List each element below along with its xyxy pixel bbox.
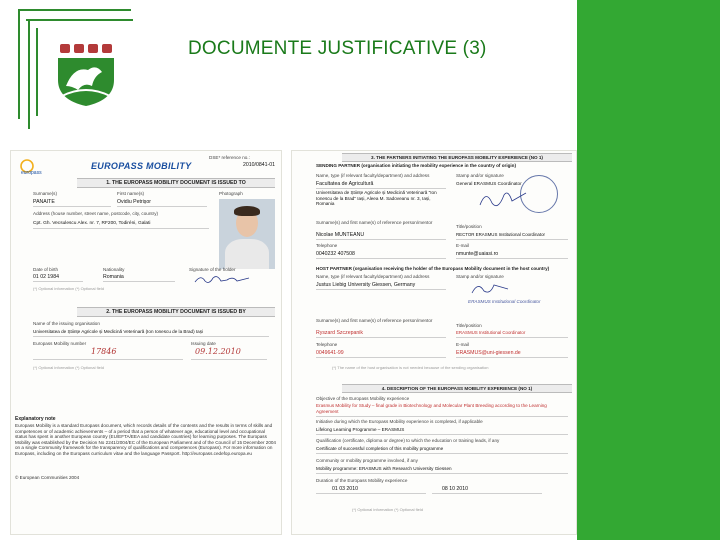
qualification-label: Qualification (certificate, diploma or degree) to which the education or training leads, if any xyxy=(316,438,500,443)
right-footnote: (*) Optional information (*) Optional field xyxy=(352,507,423,512)
europass-document-left xyxy=(10,150,282,535)
sending-address: Universitatea de Științe Agricole și Medicină Veterinară "Ion Ionescu de la Brad" Iași, Aleea M. Sadoveanu nr. 3, Iași, Romania xyxy=(316,190,437,207)
host-contact-value: Ryszard Szczepanik xyxy=(316,330,363,336)
ref-value: 2010/0841-01 xyxy=(243,162,276,168)
number-label: Europass Mobility number xyxy=(33,341,87,346)
section-2-header: 2. THE EUROPASS MOBILITY DOCUMENT IS ISSUED BY xyxy=(77,307,275,317)
objective-label: Objective of the Europass Mobility experience xyxy=(316,396,410,401)
org-label: Name of the issuing organisation xyxy=(33,321,100,326)
tel-label: Telephone xyxy=(316,243,338,248)
photo-label: Photograph xyxy=(219,191,243,196)
tel-value: 0040232 407508 xyxy=(316,251,355,257)
objective-value: Erasmus Mobility for Study – final grade in Biotechnology and Molecular Plant Breeding according to the Learning Agreement xyxy=(316,403,547,414)
slide-title: DOCUMENTE JUSTIFICATIVE (3) xyxy=(188,38,487,59)
duration-to: 08 10 2010 xyxy=(442,486,468,492)
holder-photo xyxy=(219,199,275,269)
host-partner-label: HOST PARTNER (organisation receiving the holder of the Europass Mobility document in the host country) xyxy=(316,266,550,271)
host-title-label: Title/position xyxy=(456,323,482,328)
explanatory-title: Explanatory note xyxy=(15,416,56,422)
dob-value: 01 02 1984 xyxy=(33,274,59,280)
host-tel-value: 0049641-99 xyxy=(316,350,344,356)
host-signature xyxy=(470,279,510,297)
explanatory-text: Europass Mobility is a standard Europass document, which records details of the contents and the results in terms of skills and competences or of academic achievements – of a period that a person of whatever age, educational level and occupational status has spent in another European country (EU/EFTA/EEA and candidate countries) for learning purposes. The Europass Mobility was established by the Decision No 2241/2004/EC of the European Parliament and of the Council of 15 December 2004 on a single Community framework for the transparency of qualifications and competences (Europass). For more information on Europass, including on the Europass curriculum vitae and the language Passport. http://europass.cedefop.europa.eu xyxy=(15,423,276,456)
number-value: 17846 xyxy=(91,347,117,356)
europass-flag-icon xyxy=(19,159,43,175)
frame-top-line-outer xyxy=(18,9,131,11)
host-email-value: ERASMUS@uni-giessen.de xyxy=(456,350,521,356)
holder-signature-label: Signature of the holder xyxy=(189,267,236,272)
crest-crowns xyxy=(60,44,112,53)
sending-faculty: Facultatea de Agricultură xyxy=(316,181,374,187)
community-label: Community or mobility programme involved, if any xyxy=(316,458,418,463)
host-email-label: E-mail xyxy=(456,342,470,347)
host-footnote: (*) The name of the host organisation is not needed because of the sending organisation xyxy=(332,365,489,370)
section-3-header: 3. THE PARTNERS INITIATING THE EUROPASS MOBILITY EXPERIENCE (NO 1) xyxy=(342,153,572,162)
right-accent-bar xyxy=(577,0,720,540)
optional-info-1: (*) Optional information (*) Optional field xyxy=(33,286,104,291)
host-title-value: ERASMUS Institutional Coordinator xyxy=(456,330,526,335)
europass-document-right xyxy=(291,150,577,535)
title-label: Title/position xyxy=(456,224,482,229)
frame-top-line-inner xyxy=(26,19,133,21)
sending-signature xyxy=(476,185,532,211)
frame-left-line-third xyxy=(36,28,38,116)
address-value: Cpt. Gh. Vecsulescu Alex. nr. 7, RF200, Todiréni, Galati xyxy=(33,221,151,226)
sending-partner-label: SENDING PARTNER (organisation initiating the mobility experience in the country of origin) xyxy=(316,163,517,168)
ref-label: DSE* reference no.: xyxy=(209,155,250,160)
org-value: Universitatea de Științe Agricole și Medicină Veterinară (Ion Ionescu de la Brad) Iași xyxy=(33,329,204,334)
host-stamp-label: Stamp and/or signature xyxy=(456,274,504,279)
title-value: RECTOR ERASMUS Institutional Coordinator xyxy=(456,232,545,237)
copyright-text: © European Communities 2004 xyxy=(15,475,80,480)
sending-stamp-label: Stamp and/or signature xyxy=(456,173,504,178)
contact-label: Surname(s) and first name(s) of reference person/mentor xyxy=(316,220,433,225)
qualification-value: Certificate of successful completion of this mobility programme xyxy=(316,446,444,451)
date-value: 09.12.2010 xyxy=(195,347,241,356)
sending-stamp-value: General ERASMUS Coordinator xyxy=(456,181,522,186)
email-value: nmunte@uaiasi.ro xyxy=(456,251,499,257)
section-4-header: 4. DESCRIPTION OF THE EUROPASS MOBILITY EXPERIENCE (NO 1) xyxy=(342,384,572,393)
sending-name-label: Name, type (if relevant faculty/department) and address xyxy=(316,173,430,178)
host-contact-label: Surname(s) and first name(s) of reference person/mentor xyxy=(316,318,433,323)
address-label: Address (house number, street name, postcode, city, country) xyxy=(33,211,159,216)
contact-value: Nicolae MUNTEANU xyxy=(316,232,365,238)
host-tel-label: Telephone xyxy=(316,342,338,347)
email-label: E-mail xyxy=(456,243,470,248)
community-value: Mobility programme: ERASMUS with Research University Giessen xyxy=(316,466,452,471)
host-stamp-text: ERASMUS Institutional Coordinator xyxy=(468,299,541,304)
firstname-value: Ovidiu Petrișor xyxy=(117,199,152,205)
holder-signature xyxy=(193,272,253,286)
initiative-label: Initiative during which the Europass Mobility experience is completed, if applicable xyxy=(316,419,483,424)
europass-brand: EUROPASS MOBILITY xyxy=(91,161,192,171)
host-value: Justus Liebig University Giessen, Germany xyxy=(316,282,416,288)
nationality-value: Romania xyxy=(103,274,124,280)
date-label: Issuing date xyxy=(191,341,216,346)
duration-label: Duration of the Europass Mobility experience xyxy=(316,478,408,483)
nationality-label: Nationality xyxy=(103,267,125,272)
svg-text:europass: europass xyxy=(21,170,42,175)
surname-label: Surname(s) xyxy=(33,191,57,196)
section-1-header: 1. THE EUROPASS MOBILITY DOCUMENT IS ISSUED TO xyxy=(77,178,275,188)
duration-from: 01 03 2010 xyxy=(332,486,358,492)
initiative-value: Lifelong Learning Programme – ERASMUS xyxy=(316,427,405,432)
dob-label: Date of birth xyxy=(33,267,59,272)
frame-left-line-inner xyxy=(28,19,30,129)
surname-value: PANAITE xyxy=(33,199,55,205)
optional-info-2: (*) Optional information (*) Optional field xyxy=(33,365,104,370)
frame-left-line-outer xyxy=(18,9,20,119)
firstname-label: First name(s) xyxy=(117,191,145,196)
host-name-label: Name, type (if relevant faculty/department) and address xyxy=(316,274,430,279)
university-crest-logo xyxy=(48,36,144,108)
europass-logo xyxy=(19,159,43,175)
